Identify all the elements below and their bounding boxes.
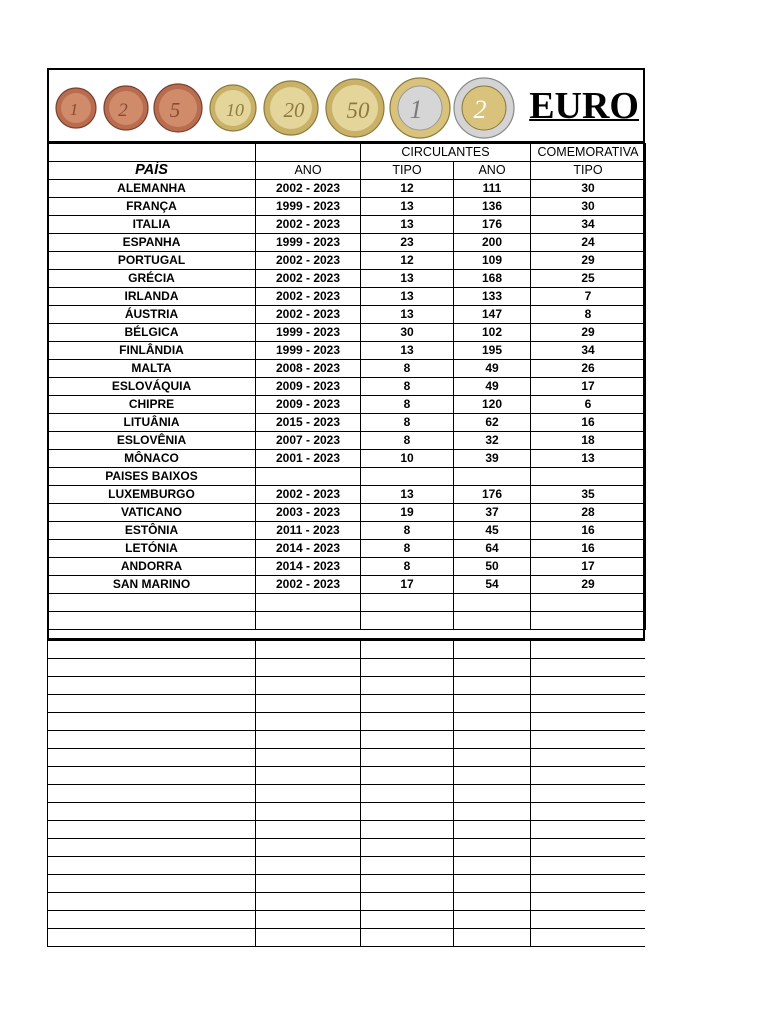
- cell-anos[interactable]: 39: [454, 450, 531, 468]
- empty-cell[interactable]: [454, 929, 531, 947]
- empty-cell[interactable]: [48, 641, 256, 659]
- svg-text:2: 2: [118, 100, 128, 121]
- cell-pais[interactable]: FRANÇA: [48, 198, 256, 216]
- empty-cell[interactable]: [531, 893, 646, 911]
- empty-cell[interactable]: [48, 713, 256, 731]
- empty-cell[interactable]: [531, 713, 646, 731]
- table-row: [48, 342, 646, 360]
- cell-anos[interactable]: 45: [454, 522, 531, 540]
- cell-tipo[interactable]: 13: [361, 486, 454, 504]
- empty-cell[interactable]: [454, 893, 531, 911]
- table-row: [48, 378, 646, 396]
- cell-anos[interactable]: 136: [454, 198, 531, 216]
- header-ano: ANO: [256, 162, 361, 180]
- empty-cell[interactable]: [531, 695, 646, 713]
- empty-cell[interactable]: [454, 749, 531, 767]
- empty-cell[interactable]: [256, 929, 361, 947]
- cell-tipo[interactable]: 13: [361, 198, 454, 216]
- cell-anos[interactable]: [454, 468, 531, 486]
- svg-text:2: 2: [473, 95, 487, 124]
- cell-tipo[interactable]: 8: [361, 540, 454, 558]
- svg-text:10: 10: [226, 100, 244, 120]
- empty-cell[interactable]: [256, 875, 361, 893]
- cell-pais[interactable]: ESTÔNIA: [48, 522, 256, 540]
- cell-tipo[interactable]: 17: [361, 576, 454, 594]
- cell-tipo[interactable]: [361, 468, 454, 486]
- header-circulantes: CIRCULANTES: [361, 144, 531, 162]
- empty-cell[interactable]: [454, 875, 531, 893]
- cell-pais[interactable]: SAN MARINO: [48, 576, 256, 594]
- cell-com[interactable]: [531, 468, 646, 486]
- cell-anos[interactable]: 200: [454, 234, 531, 252]
- empty-cell[interactable]: [256, 641, 361, 659]
- cell-pais[interactable]: ALEMANHA: [48, 180, 256, 198]
- table-row: [48, 486, 646, 504]
- empty-cell[interactable]: [256, 659, 361, 677]
- empty-cell[interactable]: [361, 875, 454, 893]
- empty-cell[interactable]: [361, 857, 454, 875]
- table-row: [48, 576, 646, 594]
- cell-anos[interactable]: 64: [454, 540, 531, 558]
- cell-ano[interactable]: 2002 - 2023: [256, 576, 361, 594]
- empty-cell[interactable]: [361, 641, 454, 659]
- cell-tipo[interactable]: 8: [361, 396, 454, 414]
- cell-tipo[interactable]: 30: [361, 324, 454, 342]
- cell-com[interactable]: 8: [531, 306, 646, 324]
- cell-anos[interactable]: 195: [454, 342, 531, 360]
- cell-ano[interactable]: 2002 - 2023: [256, 270, 361, 288]
- cell-anos[interactable]: 168: [454, 270, 531, 288]
- cell-ano[interactable]: 1999 - 2023: [256, 324, 361, 342]
- empty-cell[interactable]: [454, 803, 531, 821]
- cell-anos[interactable]: 49: [454, 360, 531, 378]
- cell-pais[interactable]: FINLÂNDIA: [48, 342, 256, 360]
- cell-tipo[interactable]: 12: [361, 180, 454, 198]
- cell-anos[interactable]: 32: [454, 432, 531, 450]
- cell-com[interactable]: 16: [531, 522, 646, 540]
- svg-text:50: 50: [346, 98, 370, 123]
- empty-cell[interactable]: [48, 695, 256, 713]
- euro-title: EURO: [529, 85, 639, 127]
- svg-text:1: 1: [69, 100, 79, 119]
- cell-pais[interactable]: ANDORRA: [48, 558, 256, 576]
- empty-cell[interactable]: [361, 749, 454, 767]
- cell-com[interactable]: [531, 612, 646, 630]
- coin-2-euro-icon: [453, 77, 515, 139]
- empty-cell[interactable]: [256, 911, 361, 929]
- cell-anos[interactable]: 147: [454, 306, 531, 324]
- cell-tipo[interactable]: 19: [361, 504, 454, 522]
- cell-anos[interactable]: 176: [454, 216, 531, 234]
- coin-50-cent-icon: [325, 78, 385, 138]
- empty-cell[interactable]: [454, 911, 531, 929]
- cell-pais[interactable]: ESLOVÁQUIA: [48, 378, 256, 396]
- empty-cell[interactable]: [256, 749, 361, 767]
- cell-tipo[interactable]: 8: [361, 522, 454, 540]
- empty-cell[interactable]: [531, 857, 646, 875]
- table-row: [48, 432, 646, 450]
- header-circ-tipo: TIPO: [361, 162, 454, 180]
- empty-cell[interactable]: [531, 929, 646, 947]
- table-row: [48, 468, 646, 486]
- cell-pais[interactable]: PAISES BAIXOS: [48, 468, 256, 486]
- table-row: [48, 270, 646, 288]
- table-row: [48, 396, 646, 414]
- euro-banner: [47, 68, 645, 143]
- cell-tipo[interactable]: 8: [361, 378, 454, 396]
- cell-com[interactable]: 7: [531, 288, 646, 306]
- cell-pais[interactable]: [48, 612, 256, 630]
- empty-row: [48, 767, 646, 785]
- empty-cell[interactable]: [48, 893, 256, 911]
- header-circ-ano: ANO: [454, 162, 531, 180]
- cell-com[interactable]: 30: [531, 198, 646, 216]
- empty-cell[interactable]: [256, 821, 361, 839]
- empty-cell[interactable]: [256, 839, 361, 857]
- svg-text:20: 20: [283, 98, 305, 122]
- empty-cell[interactable]: [361, 731, 454, 749]
- cell-tipo[interactable]: 13: [361, 270, 454, 288]
- cell-pais[interactable]: VATICANO: [48, 504, 256, 522]
- empty-cell[interactable]: [454, 713, 531, 731]
- table-row: [48, 180, 646, 198]
- empty-cell[interactable]: [361, 767, 454, 785]
- table-row: [48, 306, 646, 324]
- empty-row: [48, 929, 646, 947]
- empty-grid: [47, 640, 645, 952]
- cell-ano[interactable]: 2009 - 2023: [256, 378, 361, 396]
- cell-tipo[interactable]: 12: [361, 252, 454, 270]
- empty-cell[interactable]: [531, 803, 646, 821]
- cell-ano[interactable]: 2007 - 2023: [256, 432, 361, 450]
- cell-ano[interactable]: 2002 - 2023: [256, 252, 361, 270]
- cell-ano[interactable]: [256, 594, 361, 612]
- empty-cell[interactable]: [531, 731, 646, 749]
- empty-cell[interactable]: [531, 659, 646, 677]
- cell-pais[interactable]: LUXEMBURGO: [48, 486, 256, 504]
- cell-ano[interactable]: 2014 - 2023: [256, 540, 361, 558]
- header-blank-cell: [48, 144, 256, 162]
- cell-anos[interactable]: 109: [454, 252, 531, 270]
- cell-pais[interactable]: IRLANDA: [48, 288, 256, 306]
- empty-cell[interactable]: [48, 821, 256, 839]
- svg-text:5: 5: [169, 98, 181, 122]
- empty-row: [48, 857, 646, 875]
- cell-ano[interactable]: 2011 - 2023: [256, 522, 361, 540]
- empty-cell[interactable]: [531, 785, 646, 803]
- euro-table: [47, 143, 646, 630]
- cell-ano[interactable]: 1999 - 2023: [256, 198, 361, 216]
- empty-row: [48, 911, 646, 929]
- cell-anos[interactable]: 111: [454, 180, 531, 198]
- cell-ano[interactable]: 1999 - 2023: [256, 234, 361, 252]
- empty-cell[interactable]: [256, 731, 361, 749]
- empty-row: [48, 803, 646, 821]
- cell-tipo[interactable]: 13: [361, 288, 454, 306]
- coin-2-cent-icon: [103, 85, 149, 131]
- cell-tipo[interactable]: 10: [361, 450, 454, 468]
- header-blank-cell: [256, 144, 361, 162]
- cell-anos[interactable]: 37: [454, 504, 531, 522]
- cell-ano[interactable]: [256, 612, 361, 630]
- cell-pais[interactable]: LITUÂNIA: [48, 414, 256, 432]
- cell-com[interactable]: 16: [531, 414, 646, 432]
- empty-cell[interactable]: [361, 893, 454, 911]
- empty-cell[interactable]: [256, 785, 361, 803]
- empty-cell[interactable]: [454, 677, 531, 695]
- cell-anos[interactable]: 62: [454, 414, 531, 432]
- empty-cell[interactable]: [256, 713, 361, 731]
- header-comemorativa: COMEMORATIVA: [531, 144, 646, 162]
- svg-text:1: 1: [409, 95, 423, 124]
- cell-pais[interactable]: MÔNACO: [48, 450, 256, 468]
- empty-cell[interactable]: [531, 821, 646, 839]
- cell-ano[interactable]: 2003 - 2023: [256, 504, 361, 522]
- cell-com[interactable]: 34: [531, 216, 646, 234]
- table-row: [48, 288, 646, 306]
- coin-5-cent-icon: [153, 83, 203, 133]
- empty-cell[interactable]: [454, 839, 531, 857]
- empty-cell[interactable]: [48, 929, 256, 947]
- empty-row: [48, 713, 646, 731]
- cell-ano[interactable]: 2002 - 2023: [256, 288, 361, 306]
- cell-pais[interactable]: [48, 594, 256, 612]
- cell-com[interactable]: 13: [531, 450, 646, 468]
- cell-pais[interactable]: PORTUGAL: [48, 252, 256, 270]
- empty-cell[interactable]: [531, 839, 646, 857]
- empty-cell[interactable]: [48, 677, 256, 695]
- cell-ano[interactable]: 1999 - 2023: [256, 342, 361, 360]
- coin-1-cent-icon: [55, 87, 97, 129]
- table-row: [48, 594, 646, 612]
- empty-cell[interactable]: [48, 767, 256, 785]
- cell-tipo[interactable]: 8: [361, 414, 454, 432]
- cell-com[interactable]: [531, 594, 646, 612]
- empty-cell[interactable]: [48, 839, 256, 857]
- table-row: [48, 198, 646, 216]
- cell-com[interactable]: 30: [531, 180, 646, 198]
- cell-ano[interactable]: [256, 468, 361, 486]
- cell-anos[interactable]: 102: [454, 324, 531, 342]
- empty-cell[interactable]: [361, 713, 454, 731]
- table-row: [48, 540, 646, 558]
- cell-com[interactable]: 34: [531, 342, 646, 360]
- table-row: [48, 612, 646, 630]
- empty-row: [48, 677, 646, 695]
- empty-row: [48, 659, 646, 677]
- table-row: [48, 252, 646, 270]
- cell-anos[interactable]: [454, 594, 531, 612]
- cell-anos[interactable]: 50: [454, 558, 531, 576]
- cell-anos[interactable]: 49: [454, 378, 531, 396]
- coin-20-cent-icon: [263, 80, 319, 136]
- cell-ano[interactable]: 2014 - 2023: [256, 558, 361, 576]
- empty-cell[interactable]: [48, 911, 256, 929]
- empty-cell[interactable]: [361, 929, 454, 947]
- cell-anos[interactable]: [454, 612, 531, 630]
- empty-cell[interactable]: [48, 659, 256, 677]
- cell-pais[interactable]: LETÓNIA: [48, 540, 256, 558]
- cell-pais[interactable]: ESLOVÊNIA: [48, 432, 256, 450]
- empty-cell[interactable]: [361, 839, 454, 857]
- cell-anos[interactable]: 120: [454, 396, 531, 414]
- empty-cell[interactable]: [361, 911, 454, 929]
- empty-cell[interactable]: [48, 731, 256, 749]
- cell-com[interactable]: 28: [531, 504, 646, 522]
- coin-1-euro-icon: [389, 77, 451, 139]
- cell-anos[interactable]: 54: [454, 576, 531, 594]
- empty-cell[interactable]: [454, 695, 531, 713]
- empty-cell[interactable]: [256, 803, 361, 821]
- table-row: [48, 450, 646, 468]
- empty-row: [48, 731, 646, 749]
- empty-cell[interactable]: [48, 785, 256, 803]
- cell-com[interactable]: 24: [531, 234, 646, 252]
- cell-pais[interactable]: BÉLGICA: [48, 324, 256, 342]
- cell-pais[interactable]: MALTA: [48, 360, 256, 378]
- empty-cell[interactable]: [48, 803, 256, 821]
- header-row-groups: [48, 144, 646, 162]
- empty-row: [48, 893, 646, 911]
- cell-com[interactable]: 17: [531, 558, 646, 576]
- cell-pais[interactable]: ITALIA: [48, 216, 256, 234]
- cell-ano[interactable]: 2002 - 2023: [256, 216, 361, 234]
- empty-cell[interactable]: [256, 695, 361, 713]
- empty-cell[interactable]: [454, 641, 531, 659]
- cell-pais[interactable]: ESPANHA: [48, 234, 256, 252]
- cell-com[interactable]: 26: [531, 360, 646, 378]
- header-pais: PAÍS: [48, 162, 256, 180]
- cell-tipo[interactable]: [361, 594, 454, 612]
- table-row: [48, 216, 646, 234]
- cell-tipo[interactable]: 13: [361, 306, 454, 324]
- empty-cell[interactable]: [256, 893, 361, 911]
- empty-row: [48, 695, 646, 713]
- cell-com[interactable]: 17: [531, 378, 646, 396]
- empty-cell[interactable]: [361, 785, 454, 803]
- empty-cell[interactable]: [256, 677, 361, 695]
- cell-tipo[interactable]: 13: [361, 216, 454, 234]
- empty-row: [48, 641, 646, 659]
- table-row: [48, 414, 646, 432]
- empty-cell[interactable]: [361, 695, 454, 713]
- cell-com[interactable]: 16: [531, 540, 646, 558]
- empty-row: [48, 875, 646, 893]
- cell-ano[interactable]: 2008 - 2023: [256, 360, 361, 378]
- cell-ano[interactable]: 2002 - 2023: [256, 486, 361, 504]
- cell-tipo[interactable]: [361, 612, 454, 630]
- table-row: [48, 558, 646, 576]
- cell-com[interactable]: 29: [531, 576, 646, 594]
- empty-cell[interactable]: [531, 677, 646, 695]
- cell-anos[interactable]: 133: [454, 288, 531, 306]
- empty-cell[interactable]: [531, 875, 646, 893]
- table-row: [48, 360, 646, 378]
- cell-pais[interactable]: GRÉCIA: [48, 270, 256, 288]
- empty-cell[interactable]: [531, 641, 646, 659]
- cell-ano[interactable]: 2002 - 2023: [256, 180, 361, 198]
- empty-cell[interactable]: [48, 749, 256, 767]
- table-row: [48, 234, 646, 252]
- empty-cell[interactable]: [256, 767, 361, 785]
- empty-grid-table: [47, 640, 645, 947]
- cell-com[interactable]: 35: [531, 486, 646, 504]
- empty-cell[interactable]: [454, 821, 531, 839]
- cell-pais[interactable]: CHIPRE: [48, 396, 256, 414]
- empty-cell[interactable]: [361, 677, 454, 695]
- table-row: [48, 324, 646, 342]
- cell-ano[interactable]: 2015 - 2023: [256, 414, 361, 432]
- table-row: [48, 522, 646, 540]
- empty-row: [48, 749, 646, 767]
- cell-ano[interactable]: 2001 - 2023: [256, 450, 361, 468]
- cell-ano[interactable]: 2002 - 2023: [256, 306, 361, 324]
- empty-cell[interactable]: [454, 767, 531, 785]
- empty-row: [48, 821, 646, 839]
- empty-cell[interactable]: [454, 785, 531, 803]
- empty-cell[interactable]: [361, 821, 454, 839]
- cell-com[interactable]: 29: [531, 324, 646, 342]
- cell-tipo[interactable]: 13: [361, 342, 454, 360]
- empty-row: [48, 785, 646, 803]
- empty-cell[interactable]: [531, 749, 646, 767]
- table-row: [48, 504, 646, 522]
- empty-cell[interactable]: [531, 767, 646, 785]
- empty-cell[interactable]: [361, 659, 454, 677]
- cell-tipo[interactable]: 8: [361, 432, 454, 450]
- empty-cell[interactable]: [48, 875, 256, 893]
- empty-cell[interactable]: [454, 731, 531, 749]
- empty-cell[interactable]: [454, 857, 531, 875]
- header-row-columns: [48, 162, 646, 180]
- cell-com[interactable]: 6: [531, 396, 646, 414]
- cell-com[interactable]: 29: [531, 252, 646, 270]
- empty-cell[interactable]: [454, 659, 531, 677]
- cell-com[interactable]: 25: [531, 270, 646, 288]
- empty-cell[interactable]: [256, 857, 361, 875]
- cell-tipo[interactable]: 8: [361, 360, 454, 378]
- empty-cell[interactable]: [361, 803, 454, 821]
- cell-ano[interactable]: 2009 - 2023: [256, 396, 361, 414]
- empty-row: [48, 839, 646, 857]
- header-com-tipo: TIPO: [531, 162, 646, 180]
- cell-com[interactable]: 18: [531, 432, 646, 450]
- cell-tipo[interactable]: 23: [361, 234, 454, 252]
- cell-anos[interactable]: 176: [454, 486, 531, 504]
- cell-pais[interactable]: ÁUSTRIA: [48, 306, 256, 324]
- spreadsheet: [47, 68, 645, 630]
- cell-tipo[interactable]: 8: [361, 558, 454, 576]
- empty-cell[interactable]: [531, 911, 646, 929]
- coin-10-cent-icon: [209, 84, 257, 132]
- empty-cell[interactable]: [48, 857, 256, 875]
